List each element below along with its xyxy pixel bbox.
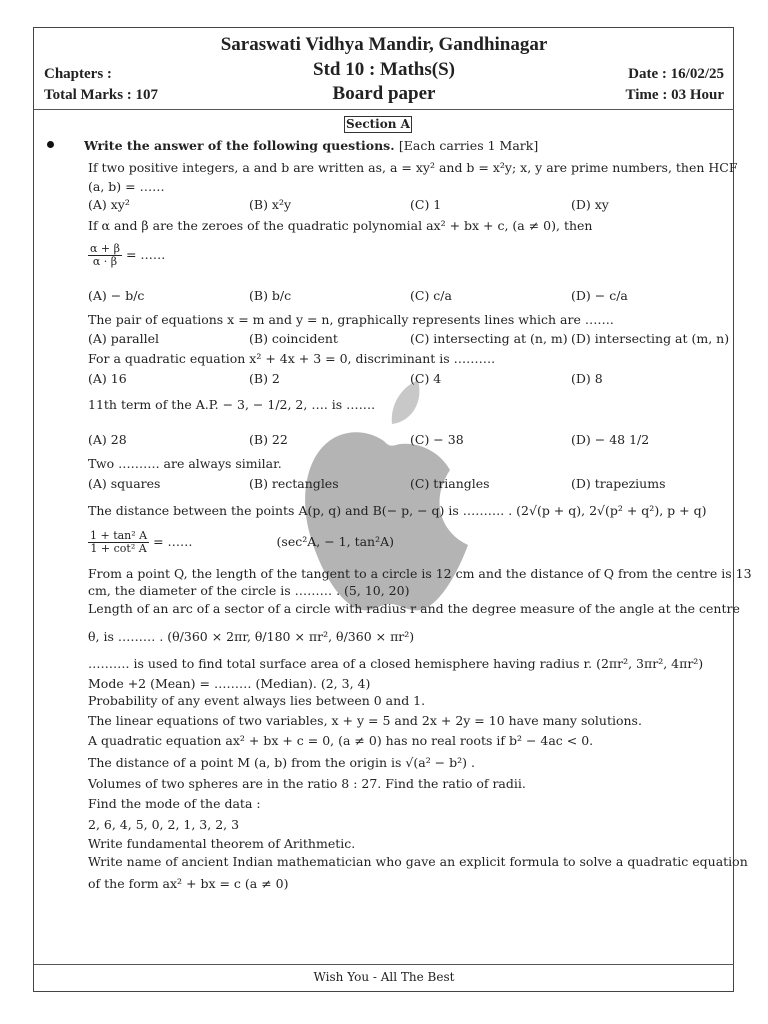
school-name: Saraswati Vidhya Mandir, Gandhinagar <box>220 34 548 55</box>
standard-title: Std 10 : Maths(S) <box>313 59 455 80</box>
q3-option-d: (D) intersecting at (m, n) <box>571 331 730 346</box>
section-heading: Section A <box>344 116 412 133</box>
q10-line1: Length of an arc of a sector of a circle with radius r and the degree measure of the angle at the centre <box>88 601 740 616</box>
q19-line: Write fundamental theorem of Arithmetic. <box>88 836 356 851</box>
header-divider <box>34 109 734 110</box>
q4-option-d: (D) 8 <box>571 371 603 386</box>
q17-line: Volumes of two spheres are in the ratio 8 : 27. Find the ratio of radii. <box>88 776 526 791</box>
q18-line1: Find the mode of the data : <box>88 796 261 811</box>
q6-option-b: (B) rectangles <box>249 476 339 491</box>
q4-option-b: (B) 2 <box>249 371 280 386</box>
total-marks: Total Marks : 107 <box>44 87 159 103</box>
q8-tail: = …… <box>153 534 193 549</box>
q5-line: 11th term of the A.P. − 3, − 1/2, 2, …. is ……. <box>88 397 376 412</box>
q4-line: For a quadratic equation x² + 4x + 3 = 0, discriminant is ………. <box>88 351 496 366</box>
q1-option-c: (C) 1 <box>410 197 442 212</box>
q9-line2: cm, the diameter of the circle is ……… . (5, 10, 20) <box>88 583 410 598</box>
q20-line2: of the form ax² + bx = c (a ≠ 0) <box>88 876 289 891</box>
q1-line1: If two positive integers, a and b are written as, a = xy² and b = x²y; x, y are prime numbers, then HCF <box>88 160 738 175</box>
q7-line: The distance between the points A(p, q) and B(− p, − q) is ………. . (2√(p + q), 2√(p² + q²), p + q) <box>88 503 707 518</box>
q5-option-c: (C) − 38 <box>410 432 464 447</box>
q4-option-a: (A) 16 <box>88 371 127 386</box>
q8-options: (sec²A, − 1, tan²A) <box>276 534 395 549</box>
q2-option-d: (D) − c/a <box>571 288 628 303</box>
q4-option-c: (C) 4 <box>410 371 442 386</box>
q6-option-c: (C) triangles <box>410 476 490 491</box>
q1-option-a: (A) xy² <box>88 197 130 212</box>
q5-option-a: (A) 28 <box>88 432 127 447</box>
q11-line: ………. is used to find total surface area of a closed hemisphere having radius r. (2πr², 3πr², 4πr²) <box>88 656 704 671</box>
q8-frac-num: 1 + tan² A <box>90 529 148 542</box>
q8-expression <box>88 530 394 555</box>
q2-line1: If α and β are the zeroes of the quadratic polynomial ax² + bx + c, (a ≠ 0), then <box>88 218 593 233</box>
q2-option-c: (C) c/a <box>410 288 452 303</box>
footer-divider <box>34 964 734 965</box>
chapters-label: Chapters : <box>44 66 112 82</box>
q1-option-d: (D) xy <box>571 197 609 212</box>
instruction-note: [Each carries 1 Mark] <box>398 138 539 153</box>
q1-line2: (a, b) = …… <box>88 179 165 194</box>
q6-option-d: (D) trapeziums <box>571 476 666 491</box>
q3-line: The pair of equations x = m and y = n, graphically represents lines which are ……. <box>88 312 614 327</box>
q12-line: Mode +2 (Mean) = ……… (Median). (2, 3, 4) <box>88 676 371 691</box>
q6-option-a: (A) squares <box>88 476 161 491</box>
q8-fraction <box>88 530 149 555</box>
q8-frac-den: 1 + cot² A <box>90 542 147 555</box>
q5-option-d: (D) − 48 1/2 <box>571 432 650 447</box>
q18-line2: 2, 6, 4, 5, 0, 2, 1, 3, 2, 3 <box>88 817 240 832</box>
q2-tail: = …… <box>125 247 166 262</box>
q2-option-a: (A) − b/c <box>88 288 145 303</box>
q3-option-b: (B) coincident <box>249 331 338 346</box>
q3-option-c: (C) intersecting at (n, m) <box>410 331 568 346</box>
q10-line2: θ, is ……… . (θ/360 × 2πr, θ/180 × πr², θ/360 × πr²) <box>88 629 415 644</box>
paper-title: Board paper <box>332 83 436 104</box>
q20-line1: Write name of ancient Indian mathematician who gave an explicit formula to solve a quadratic equation <box>88 854 748 869</box>
exam-date: Date : 16/02/25 <box>628 66 724 82</box>
instruction-main: Write the answer of the following questions. <box>84 138 395 153</box>
exam-time: Time : 03 Hour <box>625 87 724 103</box>
q5-option-b: (B) 22 <box>249 432 288 447</box>
q1-option-b: (B) x²y <box>249 197 292 212</box>
q14-line: The linear equations of two variables, x + y = 5 and 2x + 2y = 10 have many solutions. <box>88 713 642 728</box>
q9-line1: From a point Q, the length of the tangent to a circle is 12 cm and the distance of Q from the centre is 13 <box>88 566 752 581</box>
q2-expression <box>88 243 165 268</box>
q13-line: Probability of any event always lies between 0 and 1. <box>88 693 426 708</box>
footer-text: Wish You - All The Best <box>313 970 455 984</box>
instruction-text <box>84 138 538 153</box>
q6-line: Two ………. are always similar. <box>88 456 282 471</box>
q15-line: A quadratic equation ax² + bx + c = 0, (a ≠ 0) has no real roots if b² − 4ac < 0. <box>88 733 594 748</box>
q2-fraction <box>88 243 122 268</box>
q3-option-a: (A) parallel <box>88 331 160 346</box>
q2-option-b: (B) b/c <box>249 288 292 303</box>
q16-line: The distance of a point M (a, b) from the origin is √(a² − b²) . <box>88 755 475 770</box>
bullet-icon <box>47 141 54 148</box>
q2-frac-num: α + β <box>90 242 120 255</box>
q2-frac-den: α · β <box>92 255 118 268</box>
